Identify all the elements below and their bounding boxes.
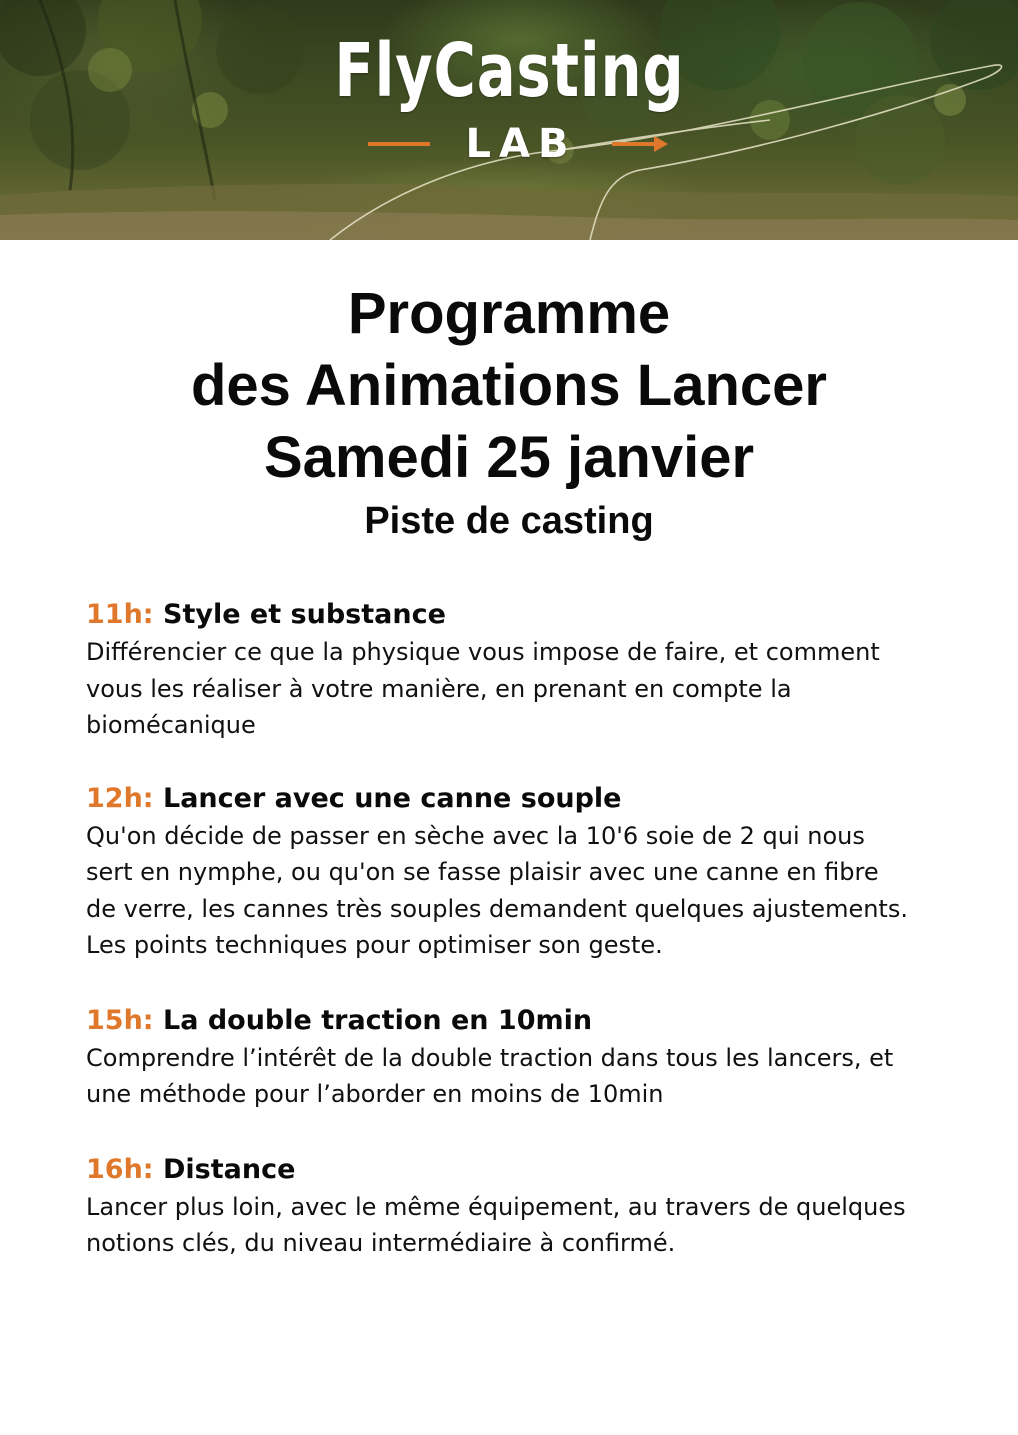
description-line: biomécanique [86,711,256,739]
title-date: Samedi 25 janvier [263,425,755,490]
session-description [86,1040,966,1113]
session-title: La double traction en 10min [163,1004,593,1036]
session-item [86,596,966,744]
logo-accent-line-right [612,142,658,146]
logo [0,28,1018,114]
description-line: notions clés, du niveau intermédiaire à confirmé. [86,1229,676,1257]
session-title: Lancer avec une canne souple [163,782,622,814]
logo-accent-line-left [368,142,430,146]
header-banner [0,0,1018,240]
description-line: Les points techniques pour optimiser son geste. [86,931,663,959]
description-line: sert en nymphe, ou qu'on se fasse plaisir avec une canne en fibre [86,858,879,886]
description-line: Différencier ce que la physique vous impose de faire, et comment [86,638,880,666]
session-list [86,596,966,1262]
description-line: Qu'on décide de passer en sèche avec la 10'6 soie de 2 qui nous [86,821,865,850]
session-description [86,634,966,744]
description-line: Comprendre l’intérêt de la double traction dans tous les lancers, et [86,1043,894,1072]
session-time: 15h: [86,1004,154,1036]
title-location: Piste de casting [364,500,654,542]
logo-sub-row [0,121,1018,167]
session-item [86,780,966,964]
page-title [0,278,1018,546]
session-heading [86,596,966,634]
description-line: une méthode pour l’aborder en moins de 10min [86,1080,664,1108]
title-line-1: Programme [347,281,671,346]
session-item [86,1002,966,1113]
session-item [86,1151,966,1262]
session-time: 16h: [86,1153,154,1185]
logo-wordmark: FlyCasting [333,28,685,114]
session-heading [86,1002,966,1040]
description-line: Lancer plus loin, avec le même équipement, au travers de quelques [86,1192,906,1221]
description-line: de verre, les cannes très souples demandent quelques ajustements. [86,894,908,923]
description-line: vous les réaliser à votre manière, en prenant en compte la [86,674,792,703]
session-description [86,818,966,964]
arrow-right-icon [654,136,668,152]
session-time: 11h: [86,599,154,630]
session-title: Distance [163,1153,296,1185]
session-heading [86,1151,966,1189]
session-time: 12h: [86,782,154,814]
logo-lab-text: LAB [465,121,577,167]
session-title: Style et substance [163,599,446,630]
title-line-2: des Animations Lancer [190,353,828,418]
session-description [86,1189,966,1262]
session-heading [86,780,966,818]
